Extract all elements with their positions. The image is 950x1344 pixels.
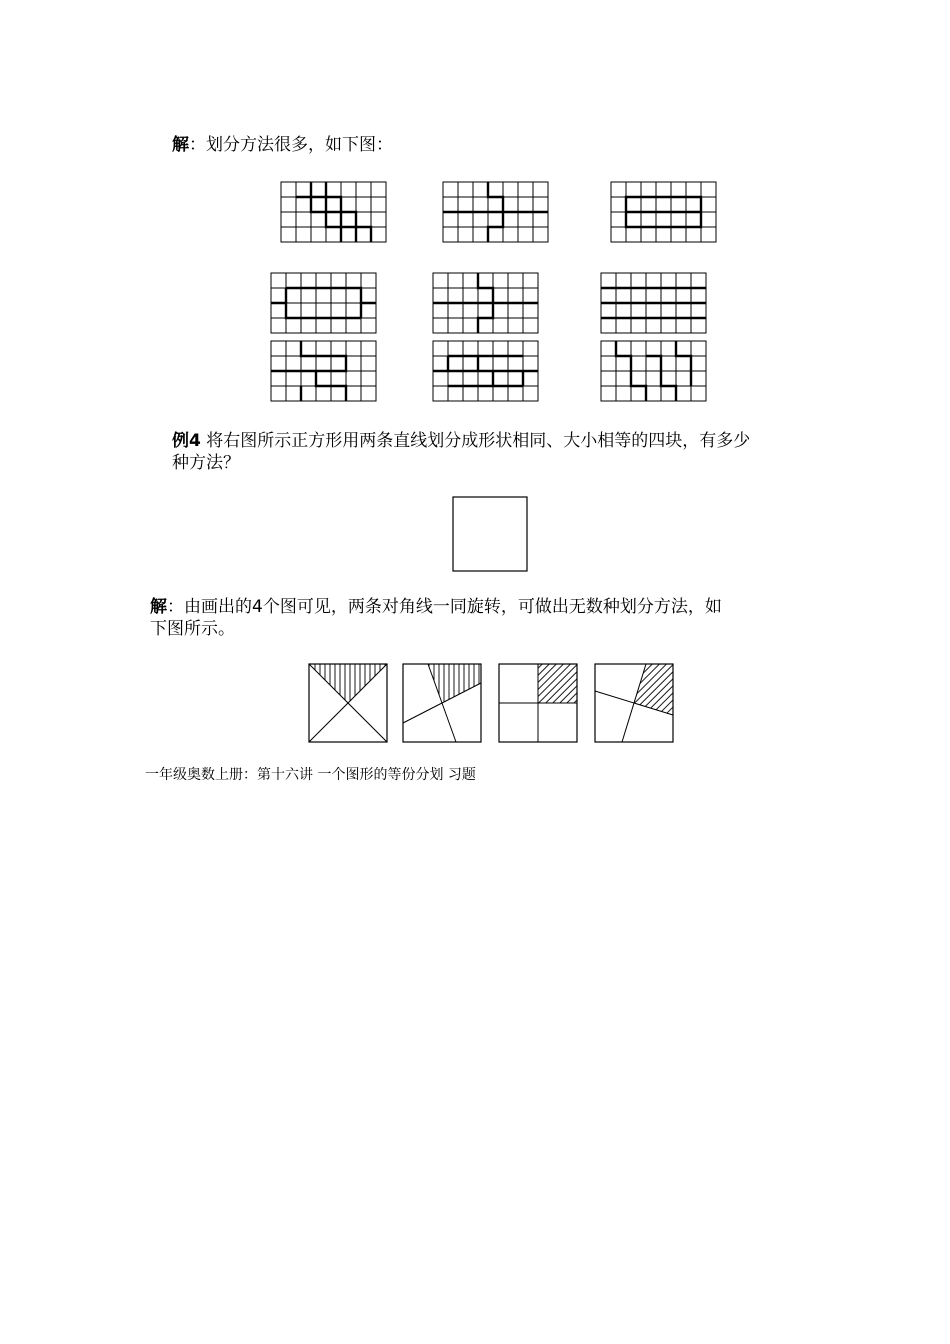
division-square-2	[402, 663, 482, 743]
solution2-line2	[150, 618, 235, 640]
example4-text-1: 将右图所示正方形用两条直线划分成形状相同、大小相等的四块，有多少	[206, 431, 751, 451]
grid-figure-7	[270, 340, 377, 402]
example4-lead: 例4	[172, 431, 201, 451]
division-square-3	[498, 663, 578, 743]
example4-line1	[172, 430, 750, 452]
solution2-text-1: 由画出的4个图可见，两条对角线一同旋转，可做出无数种划分方法，如	[184, 597, 722, 617]
solution1-text: 划分方法很多，如下图：	[206, 135, 393, 155]
grid-figure-3	[610, 181, 717, 243]
grid-figure-4	[270, 272, 377, 334]
example-square	[452, 496, 528, 572]
footer-caption: 一年级奥数上册：第十六讲 一个图形的等份分划 习题	[145, 767, 476, 783]
solution1-line	[172, 134, 393, 156]
solution2-sep: ：	[167, 597, 184, 617]
division-square-4	[594, 663, 674, 743]
solution2-lead: 解	[150, 597, 167, 617]
example4-line2	[172, 452, 240, 474]
grid-figure-1	[280, 181, 387, 243]
example4-text-2: 种方法？	[172, 453, 240, 473]
solution2-line1	[150, 596, 722, 618]
grid-figure-9	[600, 340, 707, 402]
solution2-text-2: 下图所示。	[150, 619, 235, 639]
division-square-1	[308, 663, 388, 743]
grid-figure-8	[432, 340, 539, 402]
grid-figure-2	[442, 181, 549, 243]
grid-figure-6	[600, 272, 707, 334]
solution1-sep: ：	[189, 135, 206, 155]
solution1-lead: 解	[172, 135, 189, 155]
grid-figure-5	[432, 272, 539, 334]
